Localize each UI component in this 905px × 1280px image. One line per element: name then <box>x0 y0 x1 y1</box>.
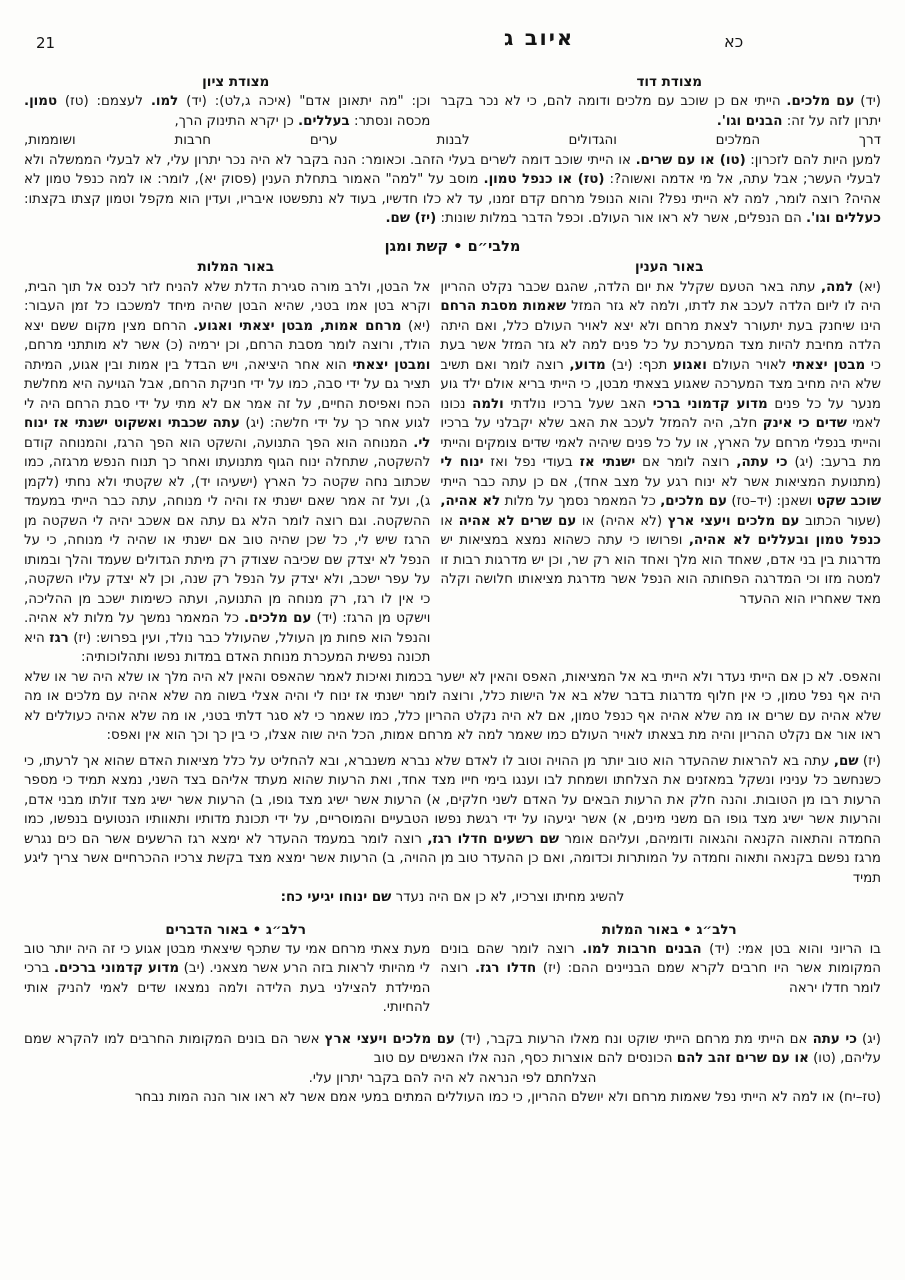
malbim-subheaders <box>24 259 881 275</box>
malbim-continuation-1: והאפס. לא כן אם הייתי נעדר ולא הייתי בא אל המציאות, האפס והאין לא ישער בכמות ואיכות לאמר שהאפס והאין לא היה מלך או שלא היה שר או שלא היה אף נפל טמון, כי אין חלוף מדרגות בדבר שלא בא אל הישות כלל, ורוצה לומר ישנתי אז ינוח לי והיה אצלי בשוה מה שלא אהיה עם מלכים או מה שלא אהיה עם שרים או מה שלא אהיה אף כנפל טמון, אם לא היה נקלט ההריון כלל, כמו שאמר כי לא סגר דלתי בטני, או מה שלא אהיה כעוללים לא ראו אור אם נקלט ההריון והיה מת בצאתו לאויר העולם כמו שאמר למה לא מרחם אמות, הכל היה שוה אצלו, כי בין כך וכך הוא אין ואפס: <box>24 669 881 743</box>
metzudat-david-continuation: למען היות להם לזכרון: (טו) או עם שרים. או הייתי שוכב דומה לשרים בעלי הזהב. וכאומר: הנה בקבר לא היה נכר יתרון עלי, לא לבעלי הממשלה ולא לבעלי העשר; אבל עתה, אל מי אדמה ואשוה?: (טז) או כנפל טמון. מוסב על "למה" האמור בתחלת הענין (פסוק יא), לומר: או למה כנפל טמון לא אהיה? רוצה לומר, למה לא הייתי נפל? והוא הנופל מרחם קדם זמנו, עד לא כלו חדשיו, בעוד לא נתפשטו איבריו, ועדין הוא מקפל וטמון קצתו בקצתו: כעללים וגו'. הם הנפלים, אשר לא ראו אור העולם. וכפל הדבר במלות שונות: (יז) שם. <box>24 152 881 226</box>
ralbag-columns <box>24 940 881 1018</box>
metzudat-david-spread-line: דרך המלכים והגדולים לבנות ערים חרבות ושוממות, <box>24 133 881 148</box>
metzudat-david-column: (יד) עם מלכים. הייתי אם כן שוכב עם מלכים ודומה להם, כי לא נכר בקבר יתרון לזה על זה: הבנים וגו'. <box>440 94 882 129</box>
ralbag-centered-line: הצלחתם לפי הנראה לא היה להם בקבר יתרון עלי. <box>308 1070 597 1086</box>
latin-page-number: 21 <box>36 34 56 52</box>
metzudot-headers <box>24 74 881 90</box>
metzudot-columns <box>24 92 881 131</box>
ralbag-milot-column: בו הריוני והוא בטן אמי: (יד) הבנים חרבות למו. רוצה לומר שהם בונים המקומות אשר היו חרבים לקרא שמם הבניינים ההם: (יז) חדלו רגז. רוצה לומר חדלו יראה <box>440 941 882 996</box>
ralbag-devarim-header: רלב״ג • באור הדברים <box>165 921 307 938</box>
hebrew-folio-number: כא <box>724 32 744 51</box>
malbim-closing-line: להשיג מחיתו וצרכיו, לא כן אם היה נעדר שם ינוחו יגיעי כח: <box>280 890 625 905</box>
ralbag-continuation: (יג) כי עתה אם הייתי מת מרחם הייתי שוקט ונח מאלו הרעות בקבר, (יד) עם מלכים ויעצי ארץ אשר הם בונים המקומות החרבים למו להקרא שמם עליהם, (טו) או עם שרים זהב להם הכונסים להם אוצרות כסף, הנה אלו האנשים עם טוב <box>24 1031 881 1066</box>
ralbag-final-line: (טז–יח) או למה לא הייתי נפל שאמות מרחם ולא יושלם ההריון, כי כמו העוללים המתים במעי אמם אשר לא ראו אור הנה המות נבחר <box>134 1090 881 1105</box>
ralbag-devarim-column: מעת צאתי מרחם אמי עד שתכף שיצאתי מבטן אגוע כי זה היה יותר טוב לי מהיותי לראות בזה הרע אשר מצאני. (יב) מדוע קדמוני ברכים. ברכי המילדת להצילני בעת הלידה ולמה נמצאו שדים לאמי להניק אותי להחיותי. <box>24 941 431 1015</box>
page-header <box>24 26 881 66</box>
malbim-inyan-column: (יא) למה, עתה באר הטעם שקלל את יום הלדה, שהגם שכבר נקלט ההריון היה לו ליום הלדה לעכב את לדתו, ולמה לא גזר המזל שאמות מסבת הרחם הינו שיחנק בעת יתעורר לצאת מרחם ולא יצא לאויר העולם כלל, ואם היתה הלדה מחיבת להיות מצד המערכת על כל פנים למה לא גזר המזל אשר בעת כי מבטן יצאתי לאויר העולם ואגוע תכף: (יב) מדוע, רוצה לומר ואם תשיב שלא היה מחיב מצד המערכה שאגוע בצאתי מבטן, כי הייתי בריא אולם ילד גוע מנער על כל פנים מדוע קדמוני ברכי האב שעל ברכיו נולדתי ולמה נכונו לאמי שדים כי אינק חלב, היה להמזל לעכב את האב שלא יקבלני על ברכיו והייתי בנפלי מרחם על הארץ, או על כל פנים שיהיה לאמי שדים צומקים והייתי מת ברעב: (יג) כי עתה, רוצה לומר אם ישנתי אז בעודי נפל ואז ינוח לי (מתנועת המציאות אשר לא ינוח רגע על מצב אחד), אם כן עתה כבר הייתי שוכב שקט ושאנן: (יד–טז) עם מלכים, כל המאמר נסמך על מלות לא אהיה, (שעור הכתוב עם מלכים ויעצי ארץ (לא אהיה) או עם שרים לא אהיה או כנפל טמון ובעללים לא אהיה, ופרושו כי עתה כשהוא נמצא במציאות יש מדרגות בין בני אדם, שאחד הוא מלך ואחד הוא רק שר, וכן יש מדרגות רבות זו למטה מזו וכי המדרגה הפחותה הוא הנפל אשר מדרגת מציאותו חלושה וקלה מאד שאחריו הוא ההעדר <box>440 279 881 607</box>
malbim-inyan-header: באור הענין <box>634 258 704 275</box>
metzudat-tzion-column: וכן: "מה יתאונן אדם" (איכה ג,לט): (יד) למו. לעצמם: (טז) טמון. מכסה ונסתר: בעללים. כן יקרא התינוק הרך, <box>24 94 431 129</box>
ralbag-milot-header: רלב״ג • באור המלות <box>601 921 737 938</box>
spacer <box>24 1018 881 1030</box>
malbim-continuation-2: (יז) שם, עתה בא להראות שההעדר הוא טוב יותר מן ההויה וטוב לו לאדם שלא נברא משנברא, ובא להחליט על כלל מציאות האדם שהוא אך לרעתו, כי כשנחשב כל עניניו ונשקל במאזנים את הצלחתו ושמחת לבו וענגו בימי חייו מצד אחד, ואת הרעות שהוא מעתד אליהם בצד השני, נמצא תמיד כי מספר הרעות רבו מן הטובות. והנה חלק את הרעות הבאים על האדם לשני חלקים, א) הרעות אשר ישיג מצד גופו, ב) הרעות אשר ישיג מצד זולתו מבני אדם, והרעות אשר ישיג מצד גופו הם משני מינים, א) אשר יגיעהו על ידי רגשת נפשו הטבעיים והמוסריים, על ידי תכונת מדותיו ותאוותיו הנטועים בנפשו, כמו החמדה והתאוה הקנאה והגאוה ודומיהם, ועליהם אומר שם רשעים חדלו רגז, רוצה לומר במעמד ההעדר לא ימצא רגז הרשעים אשר הם כים נגרש מרגז נפשם בקנאה ותאוה וחמדה על המותרות וכדומה, ואם כן ההעדר טוב מן ההויה, ב) הרעות אשר ימצא מצד בקשת צרכיו ההכרחיים אשר צריך ליגע תמיד <box>24 753 881 886</box>
ralbag-headers <box>24 922 881 938</box>
malbim-milot-header: באור המלות <box>197 258 275 275</box>
book-title: איוב ג <box>504 26 575 50</box>
metzudat-david-header: מצודת דוד <box>636 74 703 90</box>
malbim-milot-column: אל הבטן, ולרב מורה סגירת הדלת שלא להניח לזר לכנס אל תוך הבית, וקרא בטן אמו בטני, שהיא הבטן שהיה מיחד למשכבו כל זמן העבור: (יא) מרחם אמות, מבטן יצאתי ואגוע. הרחם מצין מקום ששם יצא הולד, ורוצה לומר מסבת הרחם, וכן ירמיה (כ) אשר לא מותתני מרחם, ומבטן יצאתי הוא אחר היציאה, ויש הבדל בין אמות ובין אגוע, המיתה תציר גם על ידי סבה, כמו על ידי חניקת הרחם, אבל הגויעה היא מחלשת הכח ואפיסת החיים, על זה אמר אם לא מתי על ידי סבת הרחם היה לי לגוע אחר כך על ידי חלשה: (יג) עתה שכבתי ואשקוט ישנתי אז ינוח לי. המנוחה הוא הפך התנועה, והשקט הוא הפך הרגז, והמנוחה קודם להשקטה, שתחלה ינוח הגוף מתנועתו ואחר כך תנוח הנפש מרגזה, כמו שכתוב נחה שקטה כל הארץ (ישעיהו יד), לא שקטתי ולא נחתי (לקמן ג), ועל זה אמר שאם ישנתי אז והיה לי מנוחה, עתה כבר הייתי במעמד ההשקטה. וגם רוצה לומר הלא גם עתה אם אשכב יהיה לי השקטה מן הרגז שיש לי, כל שכן שהיה טוב אם ישנתי או שהיה לי מנוחה, כי על הנפל לא יצדק שם שכיבה שצודק רק מיתת הגדולים שעמד והלך ובמותו על עפר ישכב, ולא יצדק על הנפל רק שנה, וכן לא יצדק עליו השקטה, כי אין לו רגז, רק מנוחה מן התנועה, ועתה כשימות ישכב מן ההליכה, וישקט מן הרגז: (יד) עם מלכים. כל המאמר נמשך על מלות לא אהיה. והנפל הוא פחות מן העולל, שהעולל כבר נולד, ועין בפרוש: (יז) רגז היא תכונה נפשית המעכרת מנוחת האדם במדות נפשו ותהלוכותיה: <box>24 279 431 665</box>
malbim-section-header: מלבי״ם • קשת ומגן <box>384 238 521 255</box>
malbim-columns <box>24 278 881 668</box>
metzudat-tzion-header: מצודת ציון <box>202 74 270 90</box>
